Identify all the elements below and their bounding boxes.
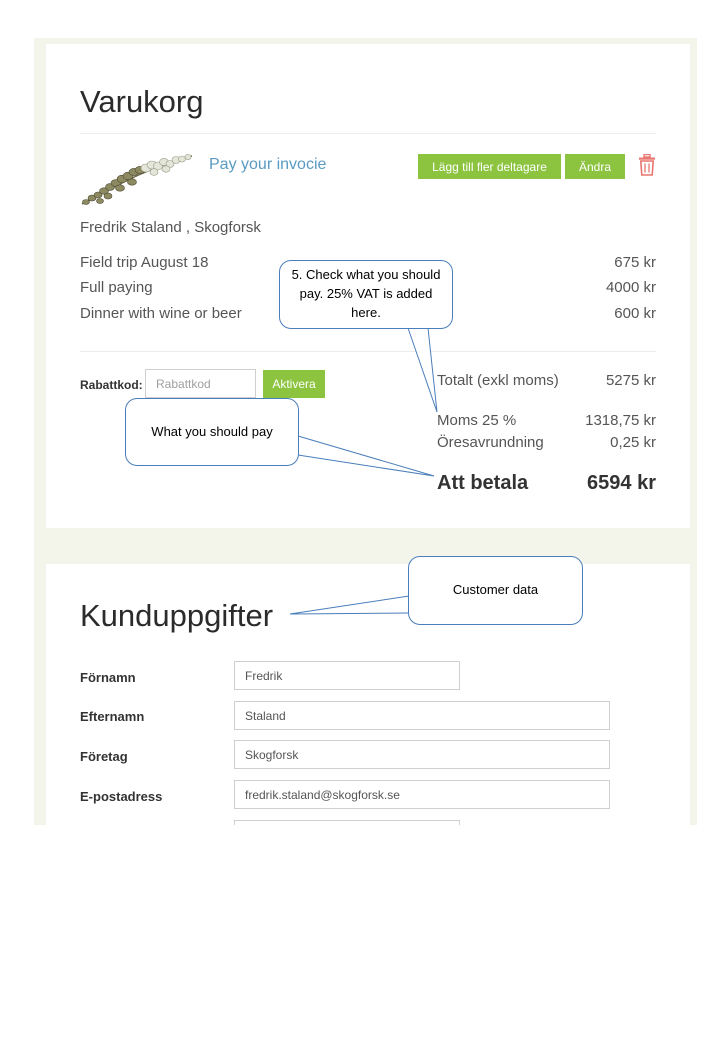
cart-divider-top <box>80 133 656 134</box>
first-name-input[interactable]: Fredrik <box>234 661 460 690</box>
vat-label: Moms 25 % <box>437 412 517 429</box>
field-label: E-postadress <box>80 789 163 804</box>
customer-panel <box>46 564 690 825</box>
email-input[interactable]: fredrik.staland@skogforsk.se <box>234 780 610 809</box>
last-name-input[interactable]: Staland <box>234 701 610 730</box>
vat-value: 1318,75 kr <box>585 412 656 429</box>
cart-title: Varukorg <box>80 84 204 119</box>
trash-icon[interactable] <box>638 154 656 176</box>
callout-check-payment: 5. Check what you should pay. 25% VAT is added here. <box>279 260 453 329</box>
activate-button[interactable]: Aktivera <box>263 370 325 398</box>
rounding-label: Öresavrundning <box>437 434 544 451</box>
product-link[interactable]: Pay your invocie <box>209 156 327 173</box>
company-input[interactable]: Skogforsk <box>234 740 610 769</box>
discount-code-input[interactable]: Rabattkod <box>145 369 256 398</box>
item-price: 4000 kr <box>605 279 656 296</box>
customer-title: Kunduppgifter <box>80 598 274 633</box>
item-price: 600 kr <box>614 305 656 322</box>
field-label: Företag <box>80 749 128 764</box>
next-field-input[interactable] <box>234 820 460 825</box>
field-label: Efternamn <box>80 709 145 724</box>
item-name: Full paying <box>80 279 153 296</box>
item-price: 675 kr <box>614 254 656 271</box>
callout-what-to-pay: What you should pay <box>125 398 299 466</box>
amount-to-pay-label: Att betala <box>437 472 529 494</box>
add-participants-button[interactable]: Lägg till fler deltagare <box>418 154 561 179</box>
field-label: Förnamn <box>80 670 136 685</box>
callout-customer-data: Customer data <box>408 556 583 625</box>
amount-to-pay-value: 6594 kr <box>587 472 656 494</box>
subtotal-label: Totalt (exkl moms) <box>437 372 559 389</box>
attendee-name: Fredrik Staland , Skogforsk <box>80 219 261 236</box>
item-name: Field trip August 18 <box>80 254 209 271</box>
rounding-value: 0,25 kr <box>610 434 656 451</box>
cart-divider-middle <box>80 351 656 352</box>
discount-label: Rabattkod: <box>80 378 143 392</box>
product-image-icon <box>80 150 198 208</box>
subtotal-value: 5275 kr <box>605 372 656 389</box>
item-name: Dinner with wine or beer <box>80 305 242 322</box>
edit-button[interactable]: Ändra <box>565 154 625 179</box>
